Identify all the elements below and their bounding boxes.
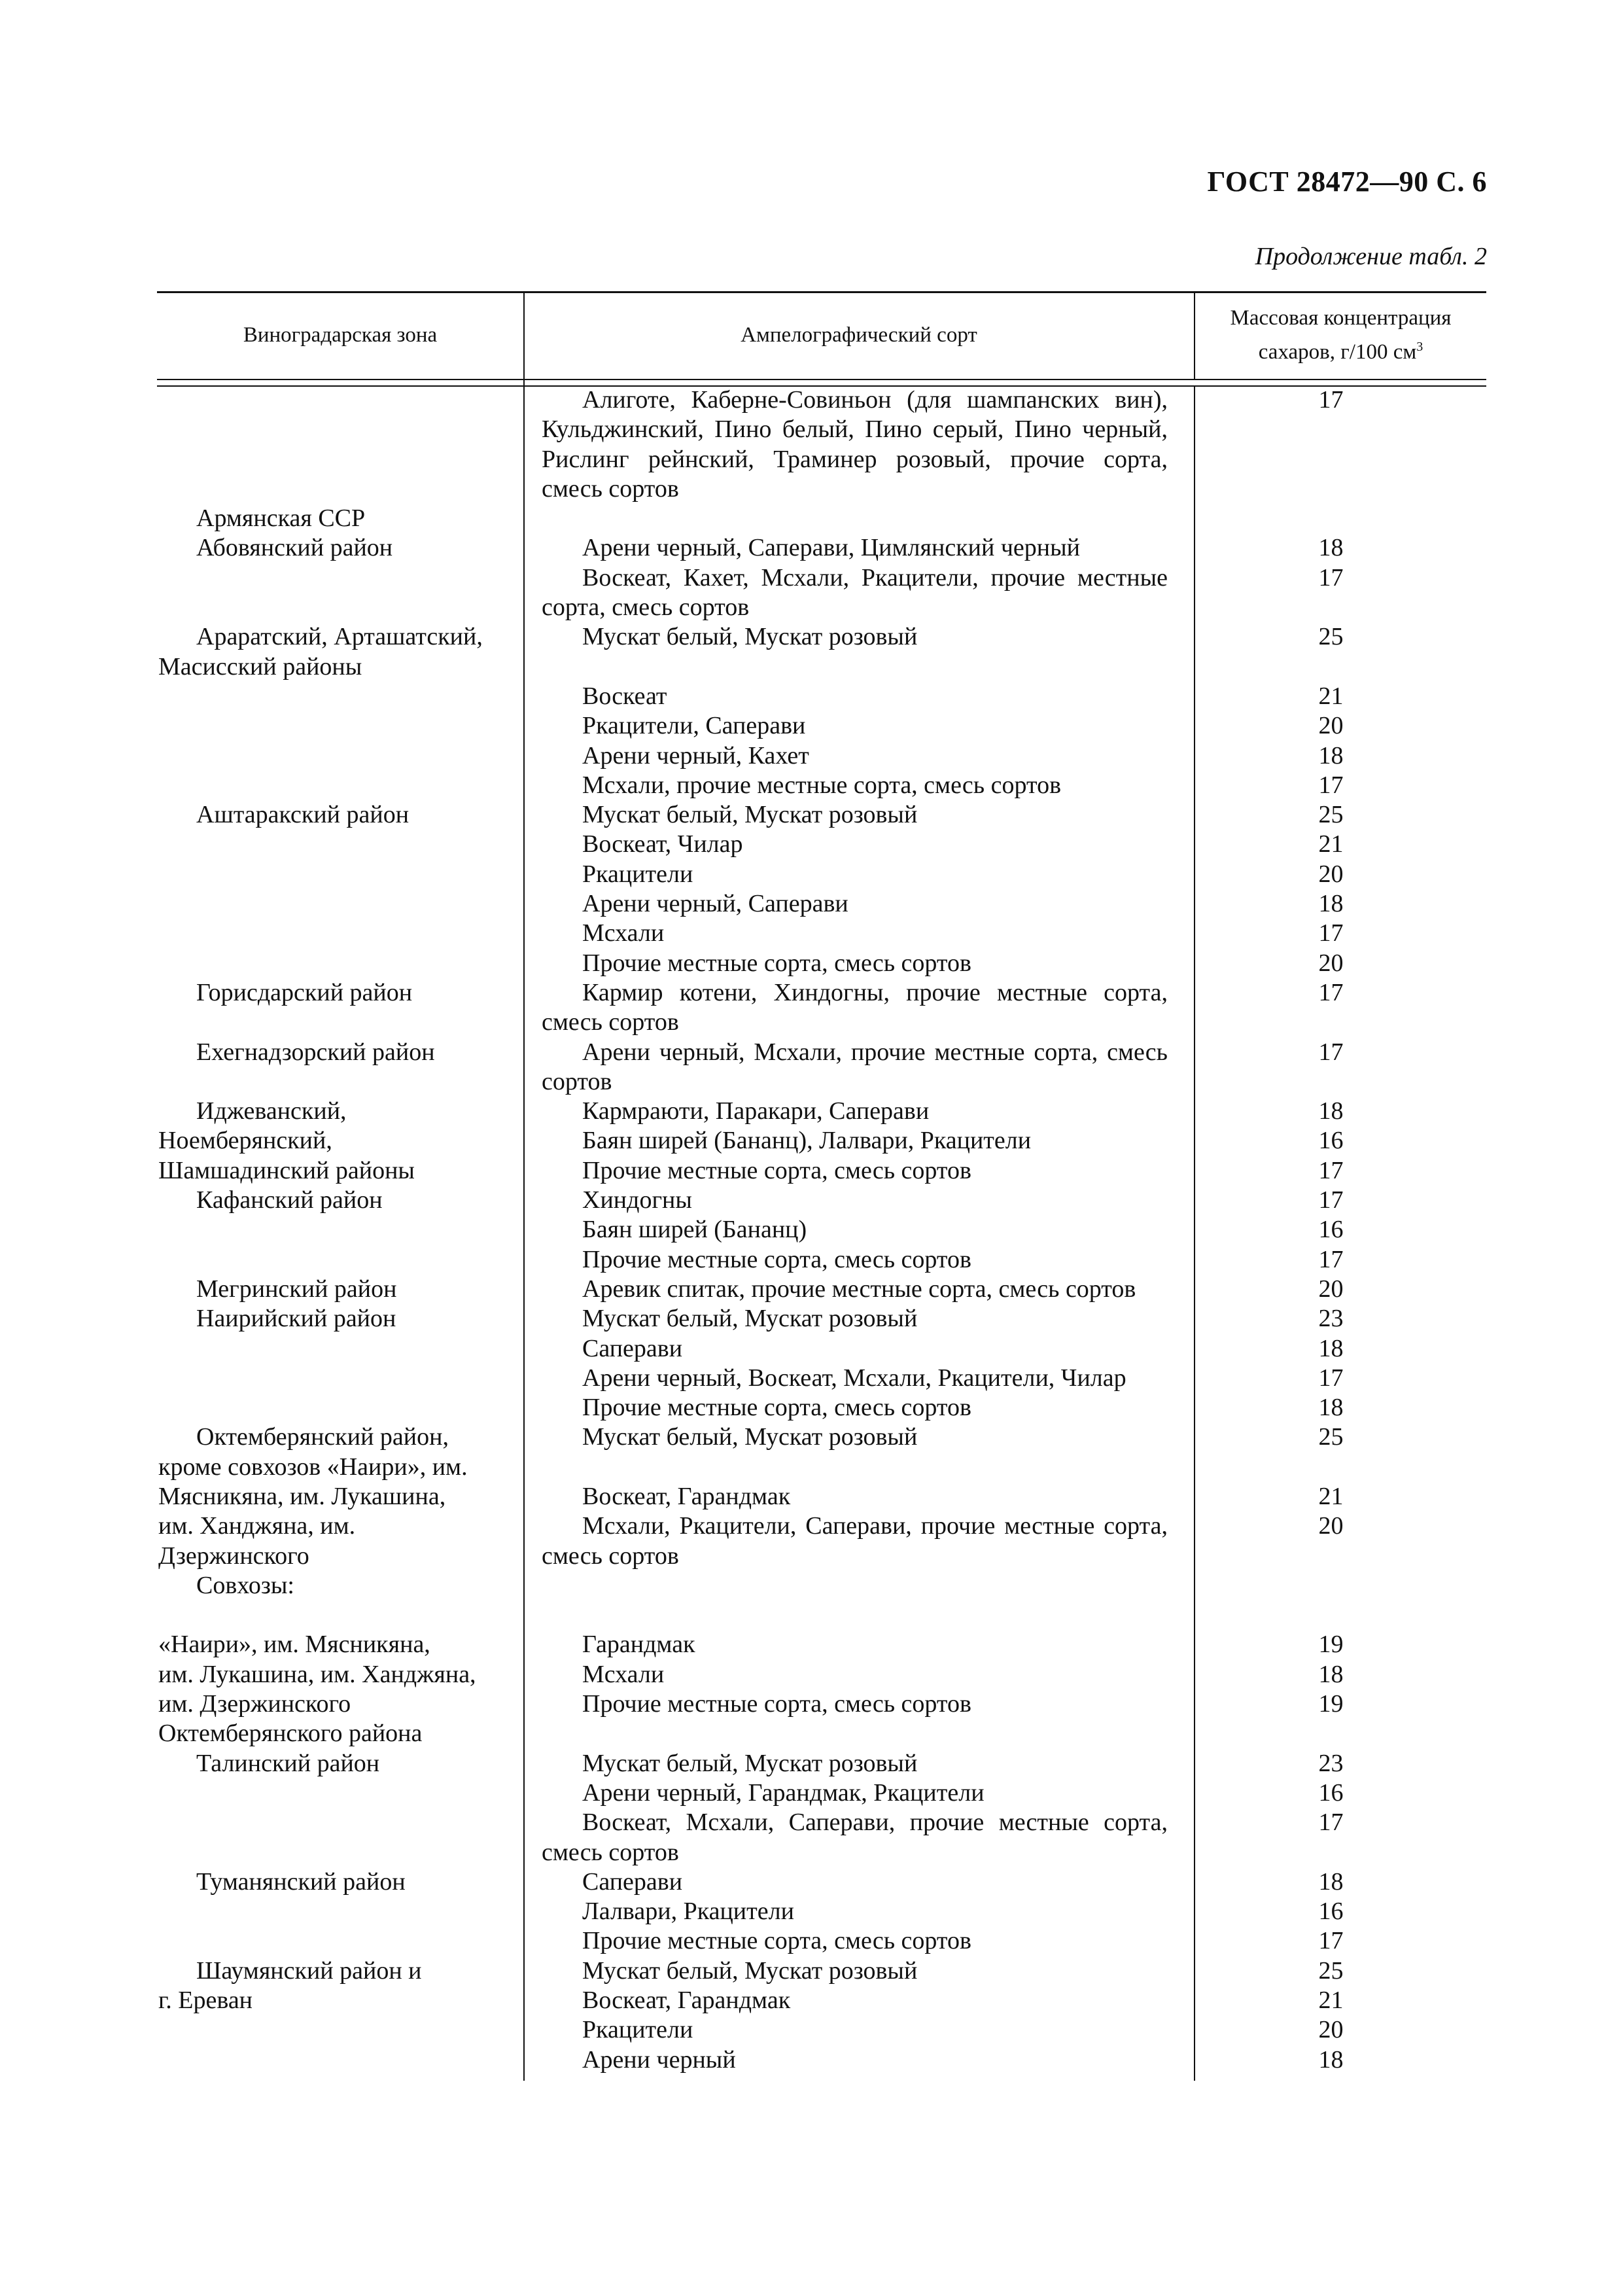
- cell-variety: Гарандмак: [582, 1631, 695, 1659]
- cell-sugar: 21: [1318, 1987, 1344, 2015]
- cell-variety: Кармир котени, Хиндогны, прочие местные сорта, смесь сортов: [542, 978, 1168, 1036]
- table-row: [157, 1571, 1486, 1600]
- table-row: [157, 1215, 1486, 1245]
- cell-variety: Кармраюти, Паракари, Саперави: [582, 1097, 930, 1125]
- cell-zone: [157, 1926, 523, 1956]
- cell-sugar: 17: [1318, 1927, 1344, 1955]
- table-row: [157, 563, 1486, 623]
- cell-sugar: 17: [1318, 771, 1344, 799]
- cell-variety: Арени черный: [582, 2045, 736, 2074]
- cell-variety: Прочие местные сорта, смесь сортов: [582, 1690, 971, 1718]
- cell-variety: Мсхали: [582, 1660, 665, 1688]
- column-header-sugar: [1195, 291, 1486, 379]
- cell-sugar: 16: [1318, 1778, 1344, 1807]
- cell-variety: Арени черный, Воскеат, Мсхали, Ркацители, Чилар: [582, 1364, 1126, 1392]
- cell-zone: [157, 889, 523, 919]
- table-row: [157, 771, 1486, 800]
- cell-variety: Прочие местные сорта, смесь сортов: [582, 1394, 971, 1422]
- column-header-variety-label: Ампелографический сорт: [741, 323, 977, 347]
- cell-sugar: 20: [1318, 1275, 1344, 1303]
- header-rule: [157, 379, 1486, 380]
- table-row: [157, 1630, 1486, 1659]
- cell-sugar: 17: [1318, 1186, 1344, 1214]
- cell-zone: Шаумянский район и: [196, 1956, 422, 1985]
- cell-variety: Саперави: [582, 1867, 683, 1896]
- cell-zone: «Наири», им. Мясникяна,: [158, 1631, 430, 1659]
- table-row: [157, 1097, 1486, 1126]
- cell-zone: Наирийский район: [196, 1305, 396, 1333]
- cell-variety: Мускат белый, Мускат розовый: [582, 1749, 918, 1777]
- cell-zone: [157, 1364, 523, 1393]
- cell-variety: Мсхали, Ркацители, Саперави, прочие местные сорта, смесь сортов: [542, 1512, 1168, 1570]
- table-row: [157, 1275, 1486, 1304]
- cell-variety: Мускат белый, Мускат розовый: [582, 1305, 918, 1333]
- table-row: [157, 1422, 1486, 1482]
- table-row: [157, 1867, 1486, 1897]
- cell-zone: [157, 830, 523, 859]
- cell-sugar: [1194, 1571, 1486, 1600]
- cell-variety: Мсхали, прочие местные сорта, смесь сортов: [582, 771, 1062, 799]
- cell-sugar: 18: [1318, 1394, 1344, 1422]
- cell-zone: Шамшадинский районы: [158, 1156, 415, 1184]
- cell-sugar: 25: [1318, 801, 1344, 829]
- cell-zone: Мегринский район: [196, 1275, 397, 1303]
- column-header-sugar-text: Массовая концентрация сахаров, г/100 см: [1230, 306, 1452, 364]
- cell-zone: [157, 741, 523, 771]
- cell-sugar: 18: [1318, 2045, 1344, 2074]
- table-row: [157, 1482, 1486, 1511]
- column-header-zone-label: Виноградарская зона: [243, 323, 438, 347]
- cell-variety: Мускат белый, Мускат розовый: [582, 1956, 918, 1985]
- cell-zone: [157, 1215, 523, 1245]
- cell-zone: [157, 860, 523, 889]
- cell-sugar: 23: [1318, 1749, 1344, 1777]
- table-row: [157, 1511, 1486, 1571]
- cell-variety: Ркацители: [582, 2016, 693, 2044]
- cell-sugar: 17: [1318, 1809, 1344, 1837]
- cell-variety: Прочие местные сорта, смесь сортов: [582, 949, 971, 977]
- cell-sugar: 25: [1318, 1423, 1344, 1451]
- table-continuation-label: Продолжение табл. 2: [1255, 243, 1487, 270]
- cell-zone: [157, 385, 523, 504]
- cell-variety: Хиндогны: [582, 1186, 692, 1214]
- cell-sugar: 16: [1318, 1216, 1344, 1244]
- cell-sugar: 20: [1318, 2016, 1344, 2044]
- table-body: [157, 385, 1486, 2075]
- cell-variety: Воскеат, Кахет, Мсхали, Ркацители, прочие местные сорта, смесь сортов: [542, 563, 1168, 622]
- cell-variety: Алиготе, Каберне-Совиньон (для шампанских вин), Кульджинский, Пино белый, Пино серый, Пино черный, Рислинг рейнский, Траминер розовый, прочие сорта, смесь сортов: [542, 386, 1168, 503]
- cell-sugar: 17: [1318, 1156, 1344, 1184]
- cell-sugar: 21: [1318, 1482, 1344, 1510]
- cell-zone: [157, 2045, 523, 2075]
- cell-sugar: 16: [1318, 1127, 1344, 1155]
- table-row: [157, 1156, 1486, 1186]
- cell-variety: Воскеат, Гарандмак: [582, 1482, 791, 1510]
- cell-sugar: 18: [1318, 1867, 1344, 1896]
- cell-variety: Мускат белый, Мускат розовый: [582, 623, 918, 651]
- cell-variety: Арени черный, Гарандмак, Ркацители: [582, 1778, 985, 1807]
- table-row: [157, 800, 1486, 830]
- cell-zone: Туманянский район: [196, 1867, 406, 1896]
- cell-zone: [157, 949, 523, 978]
- cell-sugar: 19: [1318, 1690, 1344, 1718]
- cell-zone: [157, 682, 523, 711]
- cell-sugar: 20: [1318, 712, 1344, 740]
- cell-variety: Саперави: [582, 1334, 683, 1362]
- cell-variety: Ркацители: [582, 860, 693, 888]
- table-row: [157, 504, 1486, 533]
- table-row: [157, 1689, 1486, 1749]
- cell-zone: [157, 1808, 523, 1867]
- cell-variety: Арени черный, Саперави, Цимлянский черный: [582, 534, 1081, 562]
- table-row: [157, 533, 1486, 563]
- cell-variety: Воскеат, Гарандмак: [582, 1987, 791, 2015]
- cell-zone: Мясникяна, им. Лукашина,: [158, 1482, 446, 1510]
- cell-variety: Баян ширей (Бананц), Лалвари, Ркацители: [582, 1127, 1032, 1155]
- table-row: [157, 622, 1486, 682]
- cell-sugar: 23: [1318, 1305, 1344, 1333]
- cell-sugar: 18: [1318, 1097, 1344, 1125]
- table-row: [157, 1186, 1486, 1215]
- cell-zone: Иджеванский,: [196, 1097, 347, 1125]
- column-header-zone: [157, 291, 523, 379]
- cell-variety: Ркацители, Саперави: [582, 712, 806, 740]
- cell-sugar: 17: [1318, 1038, 1344, 1066]
- cell-variety: [523, 1571, 1194, 1600]
- cell-zone: [157, 2015, 523, 2045]
- table-row: [157, 2015, 1486, 2045]
- table-row: [157, 919, 1486, 948]
- cell-zone: г. Ереван: [158, 1987, 253, 2015]
- table-row: [157, 385, 1486, 504]
- table-row: [157, 1808, 1486, 1867]
- cell-variety: Воскеат, Чилар: [582, 830, 743, 858]
- cell-variety: Арени черный, Саперави: [582, 890, 848, 918]
- cell-sugar: 18: [1318, 534, 1344, 562]
- cell-sugar: 21: [1318, 830, 1344, 858]
- cell-variety: Лалвари, Ркацители: [582, 1898, 794, 1926]
- cell-variety: Мускат белый, Мускат розовый: [582, 1423, 918, 1451]
- cell-sugar: 17: [1318, 919, 1344, 947]
- cell-zone: Араратский, Арташатский, Масисский районы: [158, 623, 483, 680]
- table-row: [157, 682, 1486, 711]
- cell-zone: Горисдарский район: [196, 978, 413, 1006]
- cell-zone: им. Ханджяна, им. Дзержинского: [158, 1512, 356, 1570]
- table-row: [157, 1245, 1486, 1275]
- cell-variety: [523, 504, 1194, 533]
- table-row: [157, 741, 1486, 771]
- table-row: [157, 1393, 1486, 1422]
- cell-sugar: 20: [1318, 860, 1344, 888]
- column-header-variety: [525, 291, 1193, 379]
- cell-variety: Прочие местные сорта, смесь сортов: [582, 1927, 971, 1955]
- cell-sugar: 17: [1318, 386, 1344, 414]
- cell-variety: Прочие местные сорта, смесь сортов: [582, 1245, 971, 1273]
- table-row: [157, 1897, 1486, 1926]
- cell-sugar: 17: [1318, 1364, 1344, 1392]
- cell-sugar: 17: [1318, 563, 1344, 592]
- cell-zone: им. Лукашина, им. Ханджяна,: [158, 1660, 476, 1688]
- table-row: [157, 889, 1486, 919]
- cell-zone: [157, 1245, 523, 1275]
- table-row: [157, 1334, 1486, 1364]
- cell-zone: [157, 563, 523, 623]
- cell-zone: Армянская ССР: [196, 504, 366, 533]
- table-row: [157, 1778, 1486, 1808]
- cell-sugar: 19: [1318, 1631, 1344, 1659]
- cell-zone: [157, 1393, 523, 1422]
- cell-zone: Ехегнадзорский район: [196, 1038, 435, 1066]
- column-header-sugar-sup: 3: [1416, 340, 1423, 354]
- cell-sugar: 25: [1318, 623, 1344, 651]
- table-row: [157, 711, 1486, 741]
- table-row: [157, 978, 1486, 1038]
- cell-variety: Арени черный, Кахет: [582, 741, 809, 769]
- table-row: [157, 949, 1486, 978]
- cell-zone: Аштаракский район: [196, 801, 410, 829]
- cell-zone: Совхозы:: [196, 1571, 294, 1599]
- cell-zone: [157, 919, 523, 948]
- table-row: [157, 830, 1486, 859]
- table-row: [157, 2045, 1486, 2075]
- cell-variety: Арени черный, Мсхали, прочие местные сорта, смесь сортов: [542, 1038, 1168, 1095]
- cell-sugar: 17: [1318, 978, 1344, 1006]
- cell-sugar: 20: [1318, 1512, 1344, 1540]
- cell-zone: Ноемберянский,: [158, 1127, 332, 1155]
- cell-variety: Воскеат: [582, 682, 667, 710]
- cell-zone: [157, 1778, 523, 1808]
- cell-zone: [157, 771, 523, 800]
- cell-sugar: 18: [1318, 741, 1344, 769]
- table-row: [157, 860, 1486, 889]
- table-row: [157, 1956, 1486, 1986]
- cell-sugar: 17: [1318, 1245, 1344, 1273]
- column-header-sugar-label: [1195, 304, 1486, 366]
- cell-sugar: 18: [1318, 1334, 1344, 1362]
- cell-sugar: 18: [1318, 890, 1344, 918]
- table-row: [157, 1364, 1486, 1393]
- cell-zone: Абовянский район: [196, 534, 393, 562]
- cell-variety: Мускат белый, Мускат розовый: [582, 801, 918, 829]
- cell-sugar: 16: [1318, 1898, 1344, 1926]
- cell-zone: им. Дзержинского Октемберянского района: [158, 1690, 423, 1748]
- table-row: [157, 1926, 1486, 1956]
- cell-variety: Прочие местные сорта, смесь сортов: [582, 1156, 971, 1184]
- cell-zone: [157, 1897, 523, 1926]
- cell-zone: Талинский район: [196, 1749, 380, 1777]
- table-2: [157, 291, 1486, 2081]
- cell-variety: Мсхали: [582, 919, 665, 947]
- cell-variety: Воскеат, Мсхали, Саперави, прочие местные сорта, смесь сортов: [542, 1809, 1168, 1866]
- cell-sugar: 20: [1318, 949, 1344, 977]
- cell-zone: Кафанский район: [196, 1186, 383, 1214]
- table-row: [157, 1749, 1486, 1778]
- table-row: [157, 1660, 1486, 1689]
- cell-variety: Аревик спитак, прочие местные сорта, смесь сортов: [582, 1275, 1136, 1303]
- cell-zone: [157, 1334, 523, 1364]
- table-row: [157, 1126, 1486, 1156]
- cell-sugar: 21: [1318, 682, 1344, 710]
- page-header: ГОСТ 28472—90 С. 6: [1207, 166, 1487, 198]
- cell-zone: Октемберянский район, кроме совхозов «Наири», им.: [158, 1423, 468, 1481]
- table-row: [157, 1038, 1486, 1097]
- cell-zone: [157, 711, 523, 741]
- cell-sugar: 25: [1318, 1956, 1344, 1985]
- table-row: [157, 1986, 1486, 2015]
- cell-sugar: [1194, 504, 1486, 533]
- table-row: [157, 1304, 1486, 1333]
- cell-variety: Баян ширей (Бананц): [582, 1216, 807, 1244]
- cell-sugar: 18: [1318, 1660, 1344, 1688]
